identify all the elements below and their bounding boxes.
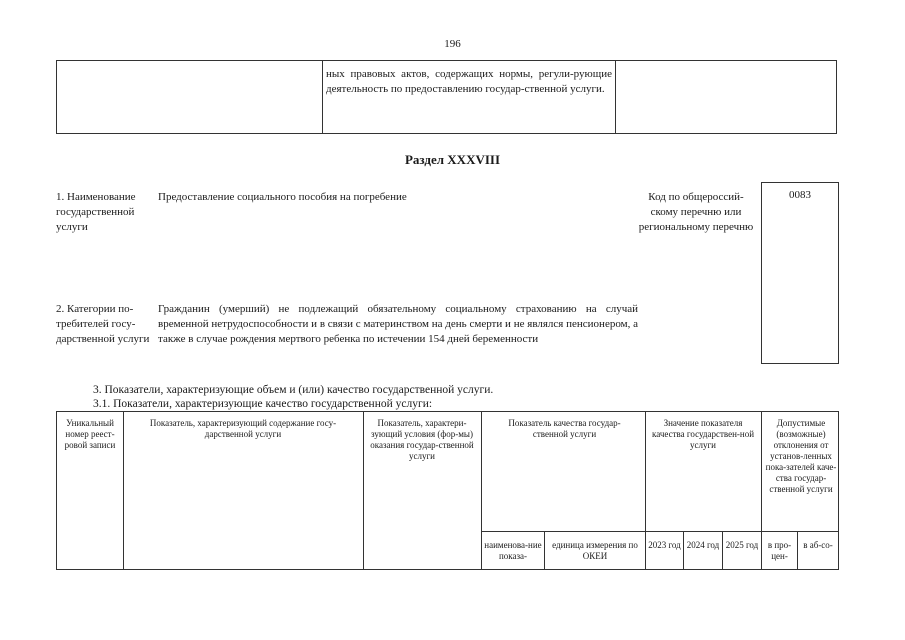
subheader-absolute: в аб-со-: [803, 540, 833, 550]
section-title: Раздел XXXVIII: [404, 152, 501, 167]
section-3-heading: 3. Показатели, характеризующие объем и (или) качество государственной услуги.: [93, 384, 494, 396]
header-content-indicator: Показатель, характеризующий содержание госу-дарственной услуги: [149, 418, 337, 439]
subheader-year-2023: 2023 год: [648, 540, 681, 550]
header-quality-indicator: Показатель качества государ-ственной услуги: [508, 418, 621, 439]
section-3-1-heading: 3.1. Показатели, характеризующие качество государственной услуги:: [93, 398, 433, 410]
top-continuation-table: [56, 60, 837, 134]
table-divider: [722, 531, 723, 569]
table-divider: [322, 61, 323, 133]
page-number: 196: [444, 38, 461, 50]
table-divider: [481, 412, 482, 569]
consumer-category-value: Гражданин (умерший) не подлежащий обязательному социальному страхованию на случай временной нетрудоспособности и в связи с материнством на день смерти и не являлся пенсионером, а также в случае рождения мертвого ребенка по истечении 154 дней беременности: [158, 303, 638, 345]
subheader-year-2024: 2024 год: [686, 540, 720, 550]
quality-indicators-table: [56, 411, 839, 570]
header-allowed-deviation: Допустимые (возможные) отклонения от установ-ленных пока-зателей каче-ства государ-ственной услуги: [765, 418, 837, 494]
header-indicator-value: Значение показателя качества государствен-ной услуги: [651, 418, 755, 450]
consumer-category-label: 2. Категории по-требителей госу-дарственной услуги: [56, 303, 150, 345]
table-divider: [481, 531, 838, 532]
service-name-label: 1. Наименование государственной услуги: [56, 191, 136, 233]
subheader-indicator-name: наименова-ние показа-: [484, 540, 542, 561]
registry-code-value: 0083: [789, 189, 811, 201]
subheader-okei-unit: единица измерения по ОКЕИ: [552, 540, 638, 561]
table-divider: [615, 61, 616, 133]
table-divider: [797, 531, 798, 569]
table-divider: [683, 531, 684, 569]
service-name-value: Предоставление социального пособия на погребение: [158, 191, 407, 203]
table-divider: [363, 412, 364, 569]
subheader-percent: в про-цен-: [767, 540, 792, 561]
registry-code-box: [761, 182, 839, 364]
table-divider: [761, 412, 762, 569]
table-divider: [123, 412, 124, 569]
registry-code-label: Код по общероссий-скому перечню или региональному перечню: [638, 191, 754, 233]
header-conditions-indicator: Показатель, характери-зующий условия (фор-мы) оказания государ-ственной услуги: [370, 418, 474, 461]
continued-cell-text: ных правовых актов, содержащих нормы, регули-рующие деятельность по предоставлению государ-ственной услуги.: [326, 68, 612, 95]
header-unique-number: Уникальный номер реест-ровой записи: [64, 418, 116, 450]
table-divider: [645, 412, 646, 569]
table-divider: [544, 531, 545, 569]
subheader-year-2025: 2025 год: [725, 540, 759, 550]
